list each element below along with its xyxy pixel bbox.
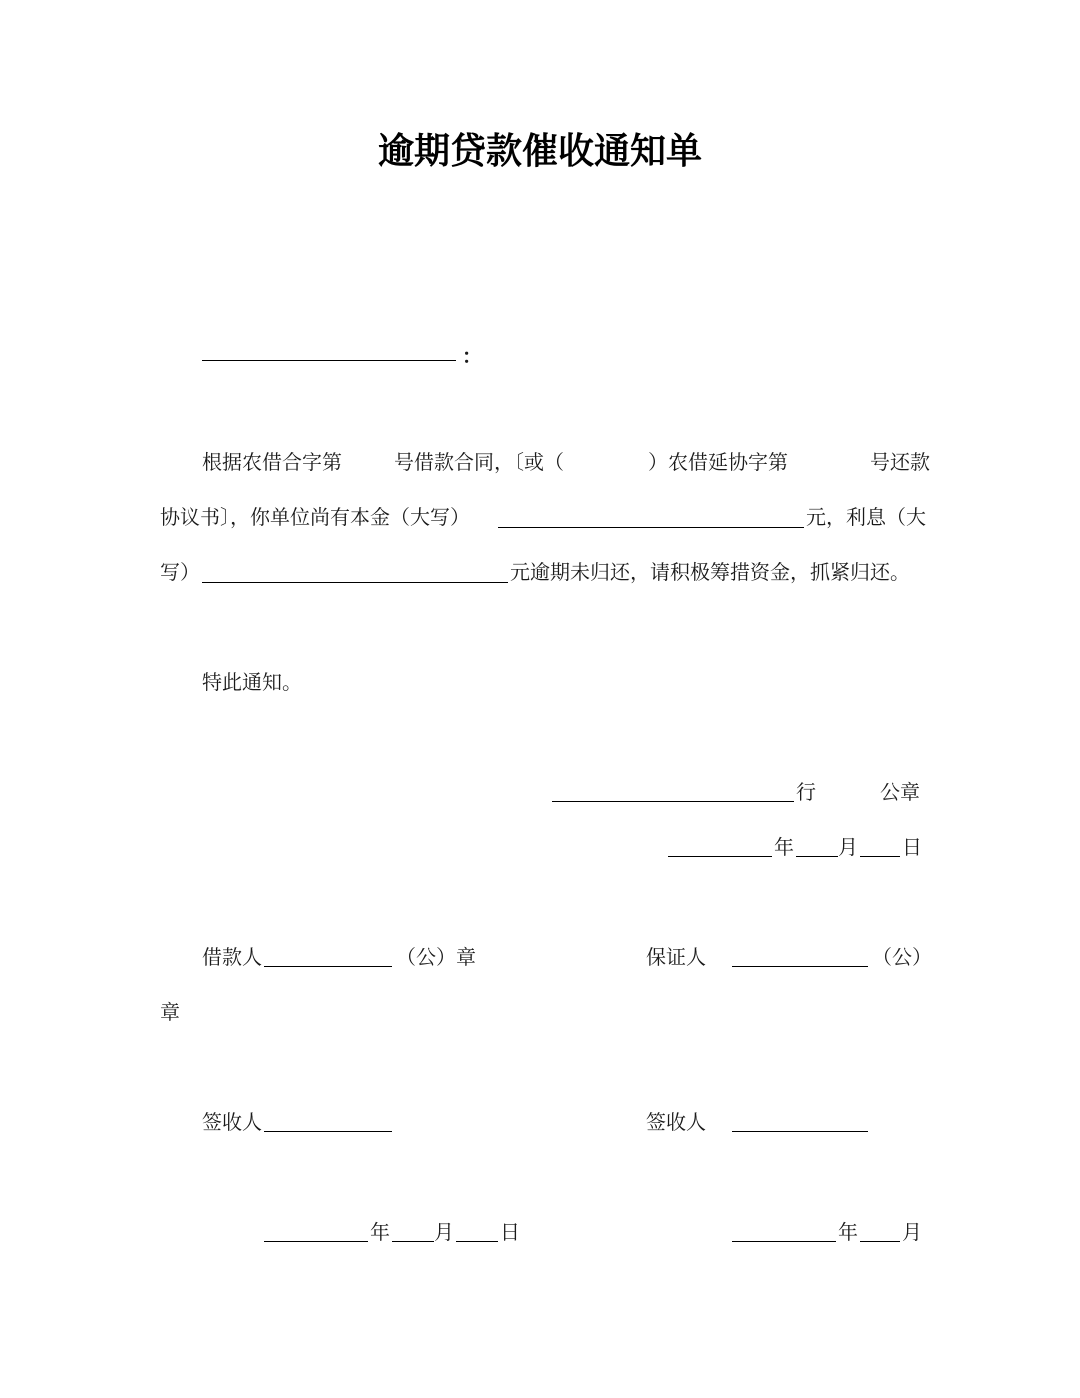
bank-hang: 行 xyxy=(796,780,816,804)
bank-month-label: 月 xyxy=(838,835,858,859)
borrower-label: 借款人 xyxy=(202,945,262,969)
receiver-left-blank xyxy=(264,1131,392,1132)
receiver-right-blank xyxy=(732,1131,868,1132)
left-day-blank xyxy=(456,1241,498,1242)
bank-month-blank xyxy=(796,856,838,857)
left-year-label: 年 xyxy=(370,1220,390,1244)
right-year-label: 年 xyxy=(838,1220,858,1244)
right-month-label: 月 xyxy=(902,1220,922,1244)
bank-year-label: 年 xyxy=(774,835,794,859)
para-line2-a: 协议书〕，你单位尚有本金（大写） xyxy=(160,505,470,529)
right-year-blank xyxy=(732,1241,836,1242)
receiver-left-label: 签收人 xyxy=(202,1110,262,1134)
bank-year-blank xyxy=(668,856,772,857)
borrower-blank xyxy=(264,966,392,967)
right-month-blank xyxy=(860,1241,900,1242)
para-line1-a: 根据农借合字第 xyxy=(202,450,342,474)
left-month-blank xyxy=(392,1241,434,1242)
bank-day-label: 日 xyxy=(902,835,922,859)
addressee-colon: ： xyxy=(462,344,482,368)
left-month-label: 月 xyxy=(434,1220,454,1244)
borrower-seal: （公）章 xyxy=(396,945,476,969)
interest-blank xyxy=(202,582,508,583)
bank-seal: 公章 xyxy=(880,780,920,804)
para-line1-d: 号还款 xyxy=(870,450,930,474)
guarantor-seal: （公） xyxy=(872,945,932,969)
receiver-right-label: 签收人 xyxy=(646,1110,706,1134)
guarantor-label: 保证人 xyxy=(646,945,706,969)
guarantor-blank xyxy=(732,966,868,967)
para-line3-a: 写） xyxy=(160,560,200,584)
notice-closing: 特此通知。 xyxy=(202,670,302,694)
left-year-blank xyxy=(264,1241,368,1242)
guarantor-seal-cont: 章 xyxy=(160,1000,180,1024)
left-day-label: 日 xyxy=(500,1220,520,1244)
bank-name-blank xyxy=(552,801,794,802)
para-line3-b: 元逾期未归还，请积极筹措资金，抓紧归还。 xyxy=(510,560,910,584)
document-title: 逾期贷款催收通知单 xyxy=(377,131,702,172)
bank-day-blank xyxy=(860,856,900,857)
para-line2-b: 元，利息（大 xyxy=(806,505,926,529)
addressee-blank xyxy=(202,360,456,361)
para-line1-b: 号借款合同，〔或（ xyxy=(394,450,564,474)
principal-blank xyxy=(498,527,804,528)
para-line1-c: ）农借延协字第 xyxy=(648,450,788,474)
